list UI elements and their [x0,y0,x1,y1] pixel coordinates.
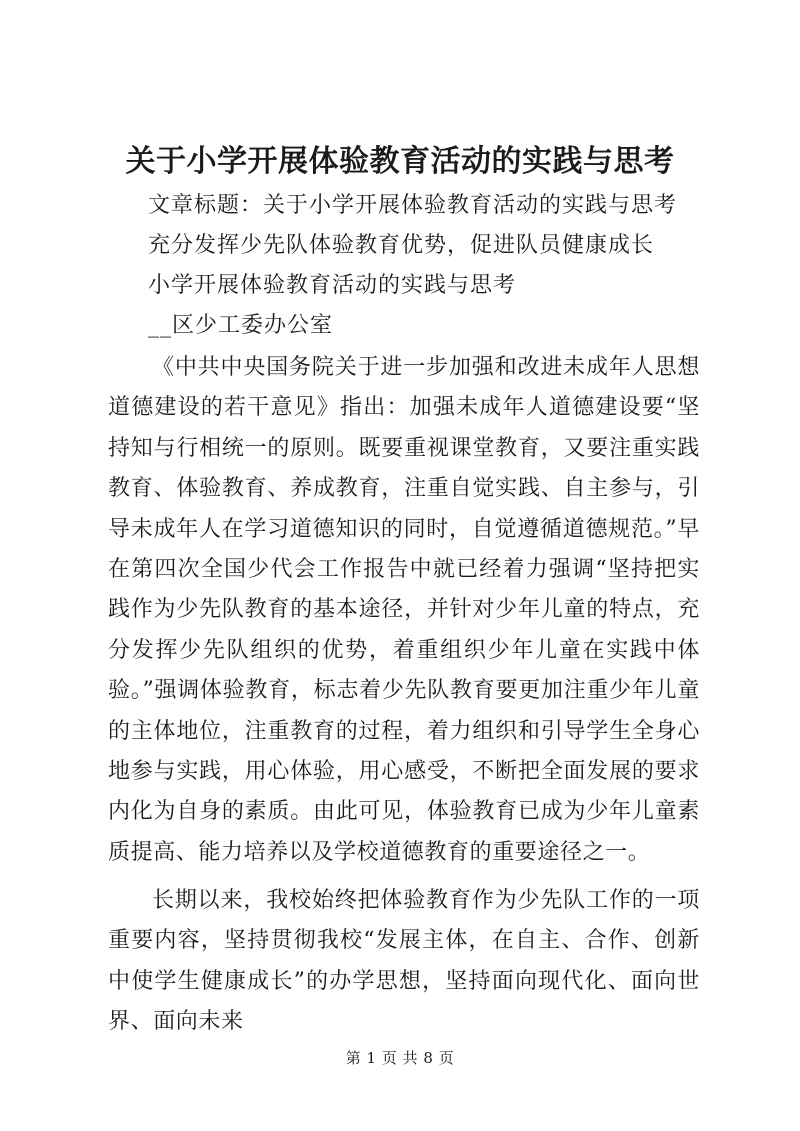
topic-line: 小学开展体验教育活动的实践与思考 [148,273,517,298]
body-paragraph: 《中共中央国务院关于进一步加强和改进未成年人思想道德建设的若干意见》指出：加强未成年人道德建设要“坚持知与行相统一的原则。既要重视课堂教育，又要注重实践教育、体验教育、养成教育，注重自觉实践、自主参与，引导未成年人在学习道德知识的同时，自觉遵循道德规范。”早在第四次全国少代会工作报告中就已经着力强调“坚持把实践作为少先队教育的基本途径，并针对少年儿童的特点，充分发挥少先队组织的优势，着重组织少年儿童在实践中体验。”强调体验教育，标志着少先队教育要更加注重少年儿童的主体地位，注重教育的过程，着力组织和引导学生全身心地参与实践，用心体验，用心感受，不断把全面发展的要求内化为自身的素质。由此可见，体验教育已成为少年儿童素质提高、能力培养以及学校道德教育的重要途径之一。 [108,355,700,865]
document-title: 关于小学开展体验教育活动的实践与思考 [125,144,675,179]
body-paragraph: 长期以来，我校始终把体验教育作为少先队工作的一项重要内容，坚持贯彻我校“发展主体，在自主、合作、创新中使学生健康成长”的办学思想，坚持面向现代化、面向世界、面向未来 [108,888,700,1035]
author-line: __区少工委办公室 [148,313,334,338]
subtitle-line: 充分发挥少先队体验教育优势，促进队员健康成长 [148,233,655,258]
article-title-line: 文章标题：关于小学开展体验教育活动的实践与思考 [148,193,678,218]
page-footer: 第 1 页 共 8 页 [345,1049,455,1067]
